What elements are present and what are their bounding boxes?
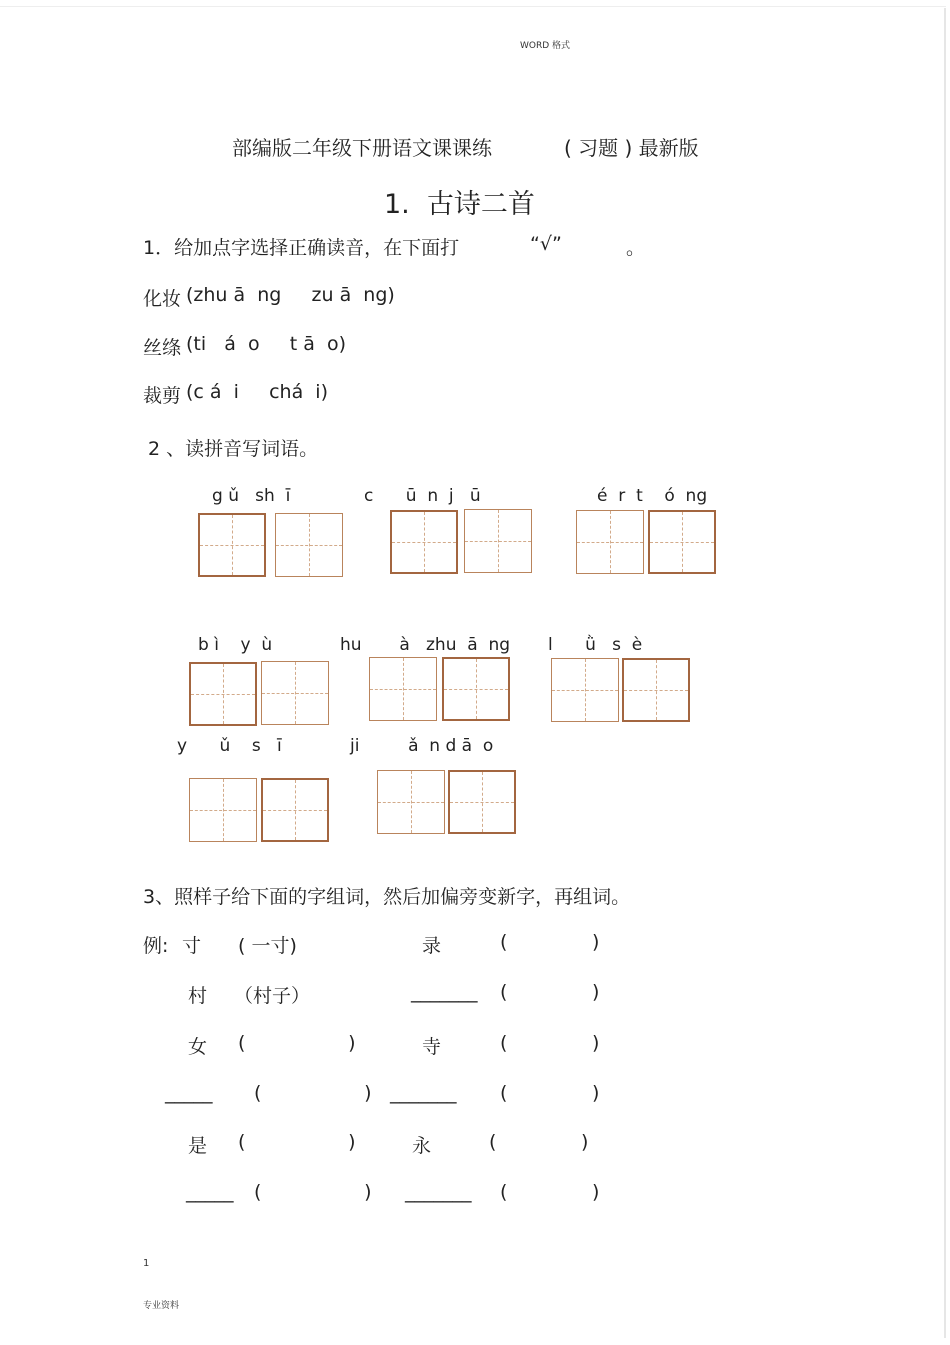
page-top-border [0,6,946,7]
section1-heading: 1．给加点字选择正确读音，在下面打 [143,237,460,259]
row1-new-char: 录 [422,935,442,957]
section2-heading: 2 、读拼音写词语。 [148,438,319,460]
row1-word: ( 一寸) [238,935,297,957]
row4-word: ( ) [254,1082,372,1104]
writing-box[interactable] [261,661,329,725]
pinyin-yusi: y ǔ s ī [177,736,282,756]
header-label: WORD 格式 [520,41,571,51]
row5-char: 是 [188,1135,208,1157]
pinyin-jiandao: ji ǎ n d ā o [350,736,494,756]
writing-box[interactable] [551,658,619,722]
writing-box[interactable] [442,657,510,721]
writing-box[interactable] [448,770,516,834]
pinyin-gushi: g ǔ sh ī [212,486,291,506]
writing-box[interactable] [464,509,532,573]
row4-new-char: _______ [390,1082,457,1104]
row6-new-word: ( ) [500,1181,600,1203]
writing-box[interactable] [198,513,266,577]
row2-char: 村 [188,985,208,1007]
writing-box[interactable] [189,778,257,842]
item3-options: (c á i chá i) [186,381,328,403]
row3-new-word: ( ) [500,1032,600,1054]
row2-new-char: _______ [411,981,478,1003]
item3-word: 裁剪 [143,385,182,407]
writing-box[interactable] [390,510,458,574]
item1-options: (zhu ā ng zu ā ng) [186,284,395,306]
row4-char: _____ [165,1082,213,1104]
lesson-title: 1. 古诗二首 [384,189,535,220]
doc-subtitle: ( 习题 ) 最新版 [564,136,699,160]
doc-title: 部编版二年级下册语文课课练 [232,136,492,160]
pinyin-cunju: c ū n j ū [364,486,481,506]
check-mark: “√” [530,233,562,255]
writing-box[interactable] [275,513,343,577]
writing-box[interactable] [377,770,445,834]
item2-word: 丝绦 [143,337,182,359]
row5-word: ( ) [238,1131,356,1153]
row2-word: （村子） [234,985,311,1007]
writing-box[interactable] [369,657,437,721]
page-number: 1 [143,1258,150,1269]
row3-word: ( ) [238,1032,356,1054]
pinyin-huazhuang: hu à zhu ā ng [340,635,511,655]
row1-new-word: ( ) [500,931,600,953]
row6-word: ( ) [254,1181,372,1203]
writing-box[interactable] [622,658,690,722]
row6-new-char: _______ [405,1181,472,1203]
row3-new-char: 寺 [422,1036,442,1058]
row4-new-word: ( ) [500,1082,600,1104]
section3-heading: 3、照样子给下面的字组词，然后加偏旁变新字，再组词。 [143,886,631,908]
pinyin-lvse: l ǜ s è [548,635,643,655]
row2-new-word: ( ) [500,981,600,1003]
row3-char: 女 [188,1036,208,1058]
pinyin-ertong: é r t ó ng [597,486,708,506]
writing-box[interactable] [189,662,257,726]
writing-box[interactable] [576,510,644,574]
pinyin-biyu: b ì y ù [198,635,273,655]
section1-period: 。 [626,237,646,259]
item2-options: (ti á o t ā o) [186,333,347,355]
row5-new-word: ( ) [489,1131,589,1153]
writing-box[interactable] [261,778,329,842]
row5-new-char: 永 [412,1135,432,1157]
row6-char: _____ [186,1181,234,1203]
item1-word: 化妆 [143,288,182,310]
page-right-border [944,8,946,1338]
footer-note: 专业资料 [143,1301,180,1311]
row1-char: 寸 [182,935,202,957]
example-label: 例: [143,935,169,957]
writing-box[interactable] [648,510,716,574]
